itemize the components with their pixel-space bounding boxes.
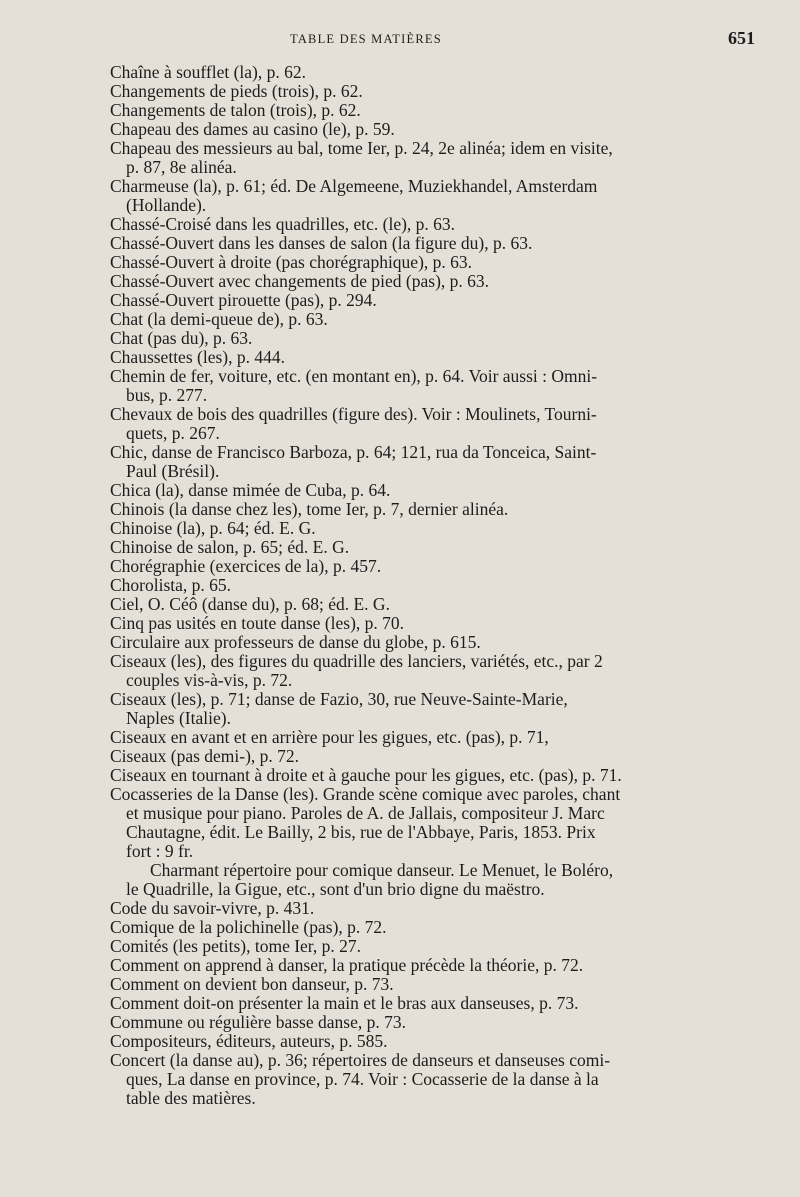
index-line: Ciel, O. Céô (danse du), p. 68; éd. E. G. xyxy=(110,594,390,614)
index-line: Ciseaux (les), des figures du quadrille des lanciers, variétés, etc., par 2 xyxy=(110,651,603,671)
index-line: Comment doit-on présenter la main et le bras aux danseuses, p. 73. xyxy=(110,993,579,1013)
index-line: Chinoise (la), p. 64; éd. E. G. xyxy=(110,518,316,538)
index-line: Chic, danse de Francisco Barboza, p. 64; 121, rua da Tonceica, Saint- xyxy=(110,442,597,462)
index-line: Changements de talon (trois), p. 62. xyxy=(110,100,361,120)
page-header xyxy=(0,28,800,54)
index-line: Chaîne à soufflet (la), p. 62. xyxy=(110,62,307,82)
index-line: couples vis-à-vis, p. 72. xyxy=(126,670,293,690)
index-line: Comment on apprend à danser, la pratique précède la théorie, p. 72. xyxy=(110,955,584,975)
index-line: Ciseaux en avant et en arrière pour les gigues, etc. (pas), p. 71, xyxy=(110,727,549,747)
index-line: Chautagne, édit. Le Bailly, 2 bis, rue de l'Abbaye, Paris, 1853. Prix xyxy=(126,822,596,842)
index-line: Chorolista, p. 65. xyxy=(110,575,232,595)
index-line: table des matières. xyxy=(126,1088,256,1108)
index-line: Chorégraphie (exercices de la), p. 457. xyxy=(110,556,382,576)
index-line: Comités (les petits), tome Ier, p. 27. xyxy=(110,936,362,956)
index-line: Changements de pieds (trois), p. 62. xyxy=(110,81,363,101)
index-line: Chevaux de bois des quadrilles (figure des). Voir : Moulinets, Tourni- xyxy=(110,404,597,424)
index-line: Charmeuse (la), p. 61; éd. De Algemeene, Muziekhandel, Amsterdam xyxy=(110,176,598,196)
index-line: p. 87, 8e alinéa. xyxy=(126,157,237,177)
index-line: Charmant répertoire pour comique danseur. Le Menuet, le Boléro, xyxy=(150,860,614,880)
index-line: Chat (la demi-queue de), p. 63. xyxy=(110,309,328,329)
index-line: Chapeau des messieurs au bal, tome Ier, p. 24, 2e alinéa; idem en visite, xyxy=(110,138,613,158)
index-line: Chapeau des dames au casino (le), p. 59. xyxy=(110,119,395,139)
running-title: TABLE DES MATIÈRES xyxy=(290,32,442,46)
index-line: Cinq pas usités en toute danse (les), p. 70. xyxy=(110,613,405,633)
index-line: Ciseaux (les), p. 71; danse de Fazio, 30, rue Neuve-Sainte-Marie, xyxy=(110,689,568,709)
index-line: Paul (Brésil). xyxy=(126,461,220,481)
index-line: Chinois (la danse chez les), tome Ier, p. 7, dernier alinéa. xyxy=(110,499,509,519)
index-line: Chassé-Ouvert avec changements de pied (pas), p. 63. xyxy=(110,271,490,291)
index-line: Commune ou régulière basse danse, p. 73. xyxy=(110,1012,406,1032)
index-line: quets, p. 267. xyxy=(126,423,220,443)
index-line: le Quadrille, la Gigue, etc., sont d'un brio digne du maëstro. xyxy=(126,879,545,899)
index-line: Cocasseries de la Danse (les). Grande scène comique avec paroles, chant xyxy=(110,784,621,804)
index-line: Chat (pas du), p. 63. xyxy=(110,328,253,348)
index-line: Chaussettes (les), p. 444. xyxy=(110,347,285,367)
index-line: Comment on devient bon danseur, p. 73. xyxy=(110,974,394,994)
index-line: Chassé-Ouvert à droite (pas chorégraphique), p. 63. xyxy=(110,252,473,272)
index-line: Comique de la polichinelle (pas), p. 72. xyxy=(110,917,387,937)
index-line: et musique pour piano. Paroles de A. de Jallais, compositeur J. Marc xyxy=(126,803,605,823)
index-line: Naples (Italie). xyxy=(126,708,231,728)
index-line: Chemin de fer, voiture, etc. (en montant en), p. 64. Voir aussi : Omni- xyxy=(110,366,598,386)
index-line: Chassé-Croisé dans les quadrilles, etc. (le), p. 63. xyxy=(110,214,456,234)
index-line: ques, La danse en province, p. 74. Voir : Cocasserie de la danse à la xyxy=(126,1069,599,1089)
index-line: Code du savoir-vivre, p. 431. xyxy=(110,898,315,918)
index-line: fort : 9 fr. xyxy=(126,841,194,861)
index-line: Ciseaux (pas demi-), p. 72. xyxy=(110,746,300,766)
index-line: Circulaire aux professeurs de danse du globe, p. 615. xyxy=(110,632,481,652)
page-number: 651 xyxy=(728,28,755,48)
index-line: Chinoise de salon, p. 65; éd. E. G. xyxy=(110,537,350,557)
index-line: Chassé-Ouvert dans les danses de salon (la figure du), p. 63. xyxy=(110,233,533,253)
index-line: Chassé-Ouvert pirouette (pas), p. 294. xyxy=(110,290,377,310)
index-line: Chica (la), danse mimée de Cuba, p. 64. xyxy=(110,480,391,500)
index-line: Concert (la danse au), p. 36; répertoires de danseurs et danseuses comi- xyxy=(110,1050,611,1070)
index-line: Ciseaux en tournant à droite et à gauche pour les gigues, etc. (pas), p. 71. xyxy=(110,765,622,785)
index-line: bus, p. 277. xyxy=(126,385,208,405)
index-line: (Hollande). xyxy=(126,195,207,215)
index-line: Compositeurs, éditeurs, auteurs, p. 585. xyxy=(110,1031,388,1051)
